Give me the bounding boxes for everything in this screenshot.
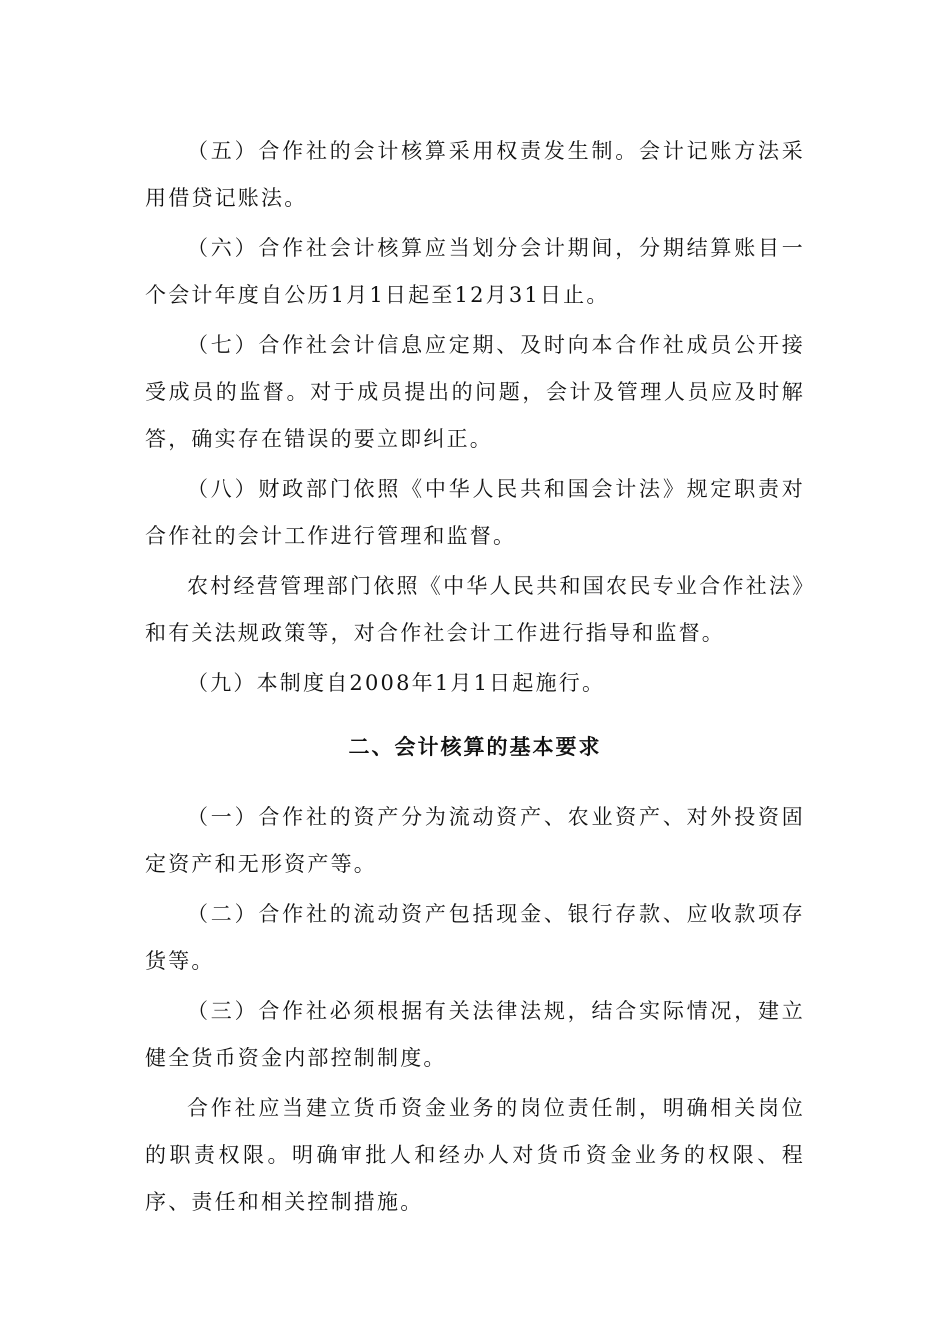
document-body bbox=[145, 128, 805, 1229]
paragraph-8-rural: 农村经营管理部门依照《中华人民共和国农民专业合作社法》和有关法规政策等，对合作社会计工作进行指导和监督。 bbox=[145, 574, 805, 645]
paragraph-7: （七）合作社会计信息应定期、及时向本合作社成员公开接受成员的监督。对于成员提出的问题，会计及管理人员应及时解答，确实存在错误的要立即纠正。 bbox=[145, 333, 805, 451]
paragraph-9: （九）本制度自2008年1月1日起施行。 bbox=[187, 671, 606, 695]
paragraph-5: （五）合作社的会计核算采用权责发生制。会计记账方法采用借贷记账法。 bbox=[145, 139, 805, 210]
paragraph-8: （八）财政部门依照《中华人民共和国会计法》规定职责对合作社的会计工作进行管理和监督。 bbox=[145, 477, 805, 548]
paragraph-6: （六）合作社会计核算应当划分会计期间，分期结算账目一个会计年度自公历1月1日起至12月31日止。 bbox=[145, 236, 805, 307]
paragraph-2: （二）合作社的流动资产包括现金、银行存款、应收款项存货等。 bbox=[145, 902, 805, 973]
paragraph-3: （三）合作社必须根据有关法律法规，结合实际情况，建立健全货币资金内部控制制度。 bbox=[145, 999, 805, 1070]
section-heading: 二、会计核算的基本要求 bbox=[348, 735, 602, 759]
paragraph-3-detail: 合作社应当建立货币资金业务的岗位责任制，明确相关岗位的职责权限。明确审批人和经办人对货币资金业务的权限、程序、责任和相关控制措施。 bbox=[145, 1096, 805, 1214]
paragraph-1: （一）合作社的资产分为流动资产、农业资产、对外投资固定资产和无形资产等。 bbox=[145, 805, 805, 876]
